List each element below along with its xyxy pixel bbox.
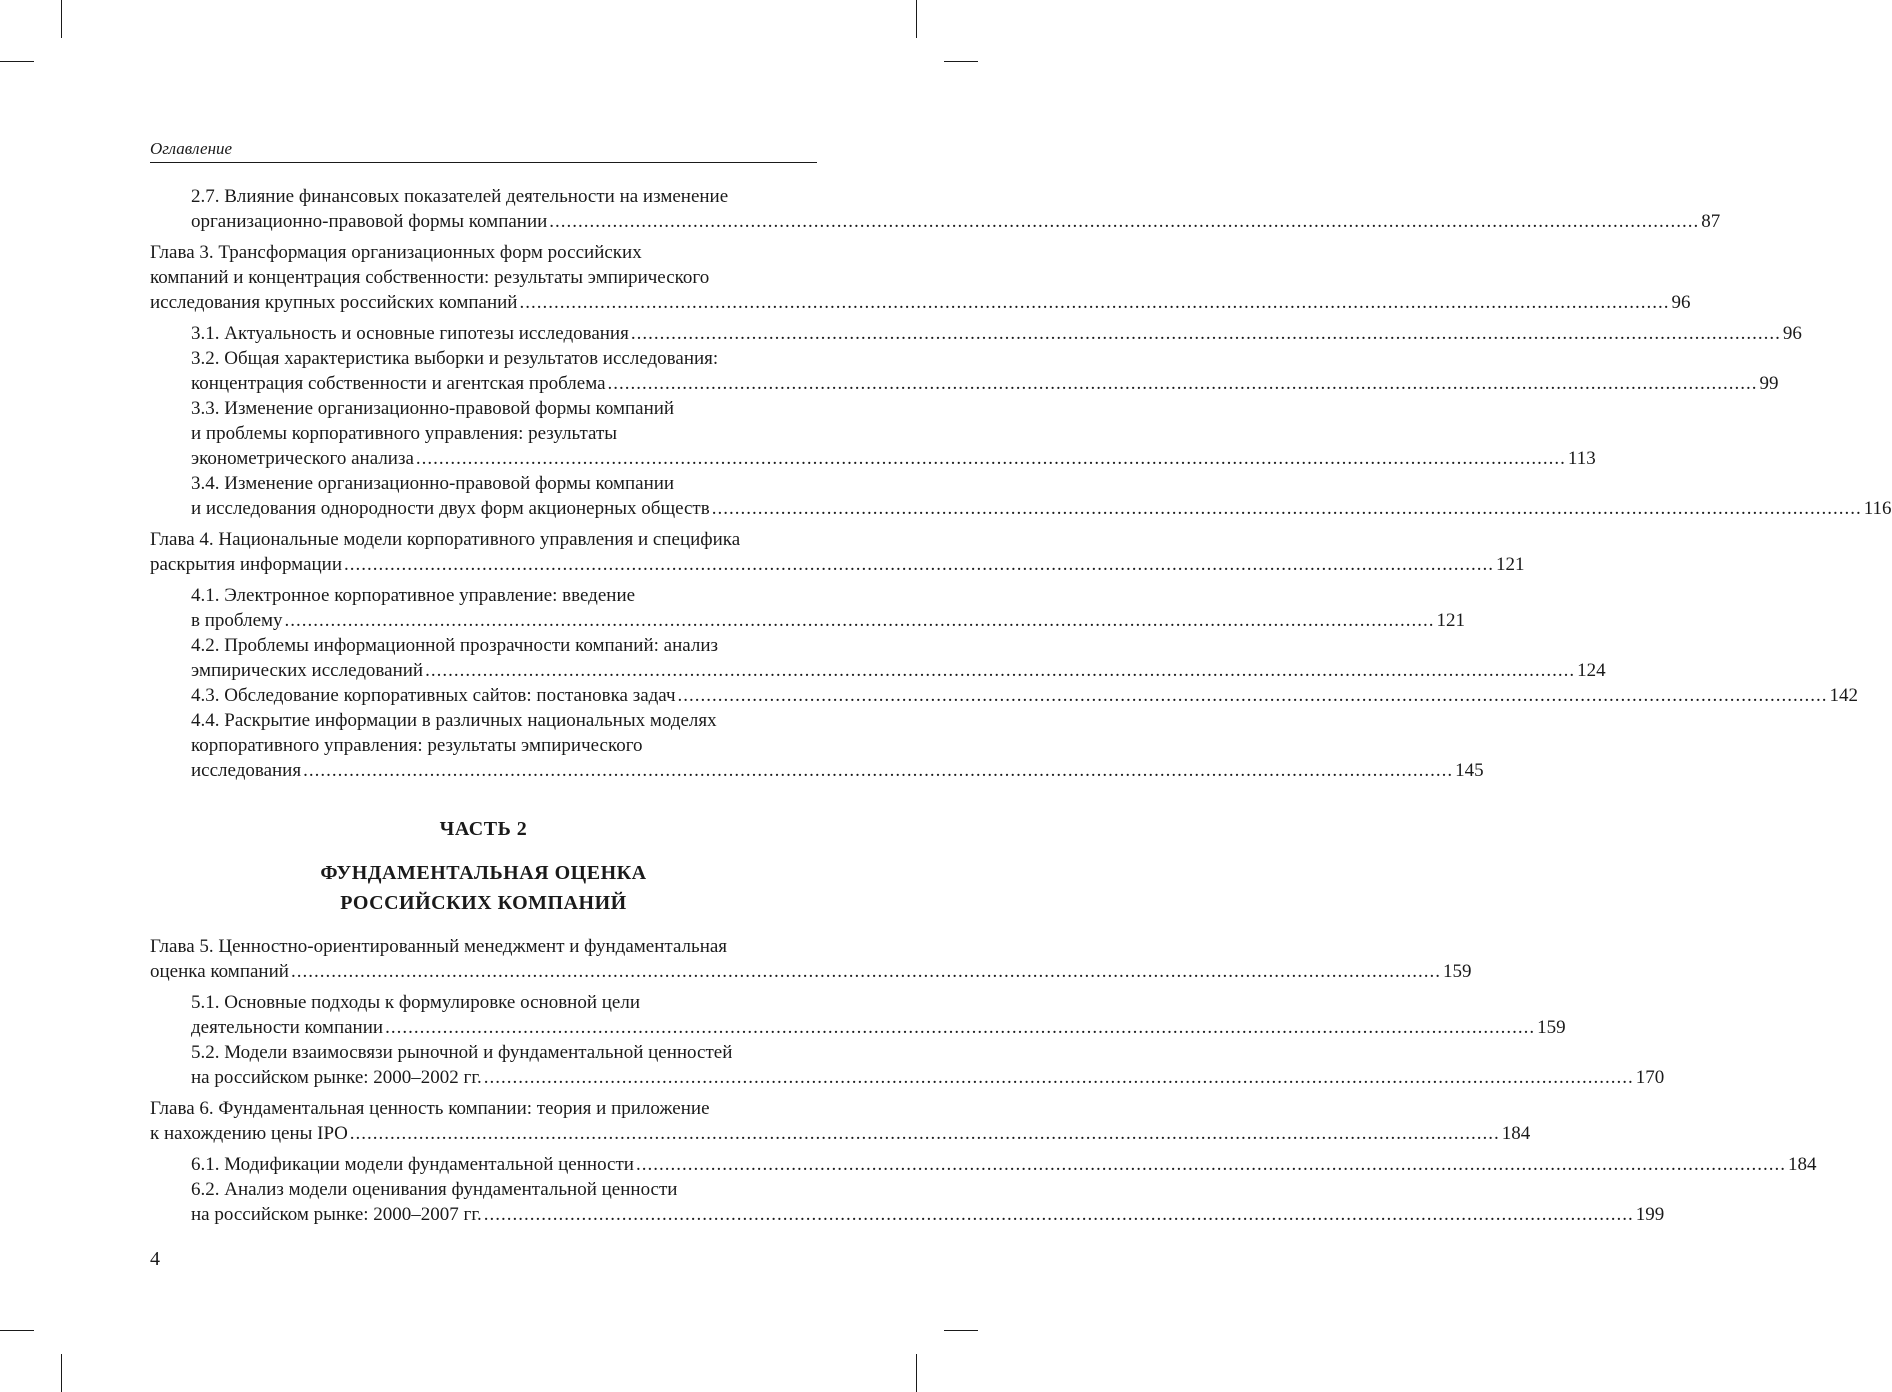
- dot-leader: ........................................................................................................................................................................................................: [519, 292, 1670, 313]
- toc-section-entry[interactable]: [150, 396, 1596, 471]
- toc-chapter-entry[interactable]: [150, 240, 1691, 315]
- toc-entry-leader-line: [191, 1152, 1817, 1177]
- toc-entry-title-line: Глава 3. Трансформация организационных форм российских: [150, 242, 642, 263]
- toc-entry-title-line: 3.2. Общая характеристика выборки и результатов исследования:: [191, 348, 719, 369]
- toc-entry-leader-line: [191, 1065, 1665, 1090]
- crop-mark-top-left: [61, 0, 62, 38]
- toc-entry-title-line: корпоративного управления: результаты эмпирического: [191, 735, 643, 756]
- toc-entry-title-line: и проблемы корпоративного управления: результаты: [191, 423, 618, 444]
- toc-entry-title-line: концентрация собственности и агентская проблема: [191, 373, 606, 394]
- toc-entry-title-line: в проблему: [191, 610, 283, 631]
- crop-mark-bottom-left: [61, 1354, 62, 1392]
- toc-section-entry[interactable]: [150, 683, 1859, 708]
- toc-entry-title-line: Глава 6. Фундаментальная ценность компании: теория и приложение: [150, 1098, 710, 1119]
- toc-entry-page-number: 184: [1787, 1154, 1817, 1175]
- toc-section-entry[interactable]: [150, 583, 1466, 633]
- toc-entry-title-line: исследования: [191, 760, 302, 781]
- toc-chapter-entry[interactable]: [150, 1096, 1531, 1146]
- crop-mark-bottom-right: [916, 1354, 917, 1392]
- dot-leader: ........................................................................................................................................................................................................: [607, 373, 1758, 394]
- toc-entry-title-line: 6.1. Модификации модели фундаментальной ценности: [191, 1154, 634, 1175]
- toc-entry-page-number: 184: [1501, 1123, 1531, 1144]
- toc-entry-title-line: 5.2. Модели взаимосвязи рыночной и фундаментальной ценностей: [191, 1042, 733, 1063]
- toc-group: [150, 1096, 1531, 1146]
- table-of-contents: [150, 184, 1892, 1227]
- dot-leader: ........................................................................................................................................................................................................: [284, 610, 1435, 631]
- crop-mark-right-bottom: [944, 1330, 978, 1331]
- toc-entry-title-line: и исследования однородности двух форм акционерных обществ: [191, 498, 710, 519]
- dot-leader: ........................................................................................................................................................................................................: [630, 323, 1781, 344]
- toc-entry-leader-line: [191, 658, 1606, 683]
- part-name-line-2: РОССИЙСКИХ КОМПАНИЙ: [340, 892, 627, 914]
- toc-section-entry[interactable]: [150, 1152, 1817, 1177]
- toc-group: [150, 321, 1892, 521]
- toc-entry-page-number: 87: [1701, 211, 1721, 232]
- part-name-line-1: ФУНДАМЕНТАЛЬНАЯ ОЦЕНКА: [320, 862, 647, 884]
- crop-mark-left-bottom: [0, 1330, 34, 1331]
- dot-leader: ........................................................................................................................................................................................................: [415, 448, 1566, 469]
- dot-leader: ........................................................................................................................................................................................................: [385, 1017, 1536, 1038]
- dot-leader: ........................................................................................................................................................................................................: [635, 1154, 1786, 1175]
- toc-entry-page-number: 96: [1671, 292, 1691, 313]
- toc-entry-title-line: деятельности компании: [191, 1017, 384, 1038]
- toc-entry-page-number: 159: [1537, 1017, 1566, 1038]
- toc-entry-title-line: 4.1. Электронное корпоративное управление: введение: [191, 585, 636, 606]
- toc-entry-leader-line: [191, 608, 1466, 633]
- toc-entry-title-line: Глава 5. Ценностно-ориентированный менеджмент и фундаментальная: [150, 936, 728, 957]
- toc-entry-title-line: на российском рынке: 2000–2007 гг.: [191, 1204, 482, 1225]
- toc-entry-page-number: 145: [1455, 760, 1484, 781]
- dot-leader: ........................................................................................................................................................................................................: [344, 554, 1495, 575]
- part-title: ЧАСТЬ 2: [439, 818, 528, 840]
- toc-entry-leader-line: [191, 321, 1802, 346]
- toc-section-entry[interactable]: [150, 708, 1484, 783]
- toc-entry-leader-line: [191, 371, 1779, 396]
- dot-leader: ........................................................................................................................................................................................................: [349, 1123, 1500, 1144]
- toc-entry-title-line: компаний и концентрация собственности: результаты эмпирического: [150, 267, 710, 288]
- toc-entry-title-line: организационно-правовой формы компании: [191, 211, 548, 232]
- toc-entry-title-line: Глава 4. Национальные модели корпоративного управления и специфика: [150, 529, 741, 550]
- toc-entry-page-number: 99: [1759, 373, 1779, 394]
- toc-entry-title-line: к нахождению цены IPO: [150, 1123, 348, 1144]
- dot-leader: ........................................................................................................................................................................................................: [303, 760, 1454, 781]
- toc-chapter-entry[interactable]: [150, 527, 1525, 577]
- crop-mark-left-top: [0, 61, 34, 62]
- toc-entry-leader-line: [191, 496, 1892, 521]
- running-title: Оглавление: [150, 139, 233, 158]
- toc-entry-title-line: на российском рынке: 2000–2002 гг.: [191, 1067, 482, 1088]
- toc-group: [150, 527, 1525, 577]
- toc-entry-title-line: 3.4. Изменение организационно-правовой формы компании: [191, 473, 675, 494]
- page-number: 4: [150, 1248, 160, 1270]
- dot-leader: ........................................................................................................................................................................................................: [483, 1204, 1634, 1225]
- dot-leader: ........................................................................................................................................................................................................: [425, 660, 1576, 681]
- toc-entry-title-line: исследования крупных российских компаний: [150, 292, 518, 313]
- dot-leader: ........................................................................................................................................................................................................: [483, 1067, 1634, 1088]
- toc-entry-leader-line: [150, 290, 1691, 315]
- toc-entry-title-line: 2.7. Влияние финансовых показателей деятельности на изменение: [191, 186, 729, 207]
- toc-section-entry[interactable]: [150, 1040, 1665, 1090]
- toc-entry-title-line: 3.1. Актуальность и основные гипотезы исследования: [191, 323, 629, 344]
- toc-entry-leader-line: [150, 552, 1525, 577]
- toc-entry-leader-line: [150, 959, 1472, 984]
- toc-chapter-entry[interactable]: [150, 934, 1472, 984]
- toc-entry-page-number: 121: [1436, 610, 1466, 631]
- toc-part-1-entries: [150, 184, 1892, 783]
- toc-entry-title-line: 4.2. Проблемы информационной прозрачности компаний: анализ: [191, 635, 719, 656]
- toc-entry-leader-line: [150, 1121, 1531, 1146]
- toc-part-2-entries: [150, 934, 1817, 1227]
- toc-section-entry[interactable]: [150, 184, 1721, 234]
- toc-entry-page-number: 116: [1863, 498, 1892, 519]
- toc-entry-title-line: эмпирических исследований: [191, 660, 424, 681]
- toc-section-entry[interactable]: [150, 633, 1606, 683]
- crop-mark-right-top: [944, 61, 978, 62]
- toc-entry-title-line: оценка компаний: [150, 961, 289, 982]
- dot-leader: ........................................................................................................................................................................................................: [711, 498, 1862, 519]
- toc-group: [150, 240, 1691, 315]
- toc-entry-leader-line: [191, 683, 1859, 708]
- toc-entry-page-number: 124: [1577, 660, 1606, 681]
- toc-entry-title-line: раскрытия информации: [150, 554, 343, 575]
- toc-entry-title-line: 4.3. Обследование корпоративных сайтов: постановка задач: [191, 685, 676, 706]
- toc-entry-page-number: 113: [1567, 448, 1596, 469]
- toc-entry-leader-line: [191, 758, 1484, 783]
- toc-entry-title-line: 5.1. Основные подходы к формулировке основной цели: [191, 992, 640, 1013]
- toc-group: [150, 934, 1472, 984]
- crop-mark-top-right: [916, 0, 917, 38]
- toc-entry-leader-line: [191, 446, 1596, 471]
- toc-entry-title-line: 4.4. Раскрытие информации в различных национальных моделях: [191, 710, 717, 731]
- toc-entry-page-number: 170: [1635, 1067, 1665, 1088]
- toc-entry-page-number: 96: [1782, 323, 1802, 344]
- toc-entry-title-line: эконометрического анализа: [191, 448, 414, 469]
- toc-group: [150, 1152, 1817, 1227]
- dot-leader: ........................................................................................................................................................................................................: [677, 685, 1828, 706]
- toc-section-entry[interactable]: [150, 346, 1779, 396]
- toc-entry-page-number: 142: [1829, 685, 1859, 706]
- toc-section-entry[interactable]: [150, 321, 1802, 346]
- toc-entry-page-number: 159: [1442, 961, 1472, 982]
- toc-group: [150, 583, 1859, 783]
- toc-group: [150, 990, 1665, 1090]
- running-header: [150, 138, 817, 163]
- dot-leader: ........................................................................................................................................................................................................: [290, 961, 1441, 982]
- toc-entry-page-number: 199: [1635, 1204, 1665, 1225]
- toc-section-entry[interactable]: [150, 1177, 1665, 1227]
- toc-section-entry[interactable]: [150, 990, 1566, 1040]
- toc-group: [150, 184, 1721, 234]
- toc-entry-title-line: 6.2. Анализ модели оценивания фундаментальной ценности: [191, 1179, 678, 1200]
- dot-leader: ........................................................................................................................................................................................................: [549, 211, 1700, 232]
- toc-entry-page-number: 121: [1496, 554, 1525, 575]
- toc-entry-leader-line: [191, 1202, 1665, 1227]
- toc-entry-leader-line: [191, 1015, 1566, 1040]
- toc-entry-leader-line: [191, 209, 1721, 234]
- toc-entry-title-line: 3.3. Изменение организационно-правовой формы компаний: [191, 398, 675, 419]
- toc-section-entry[interactable]: [150, 471, 1892, 521]
